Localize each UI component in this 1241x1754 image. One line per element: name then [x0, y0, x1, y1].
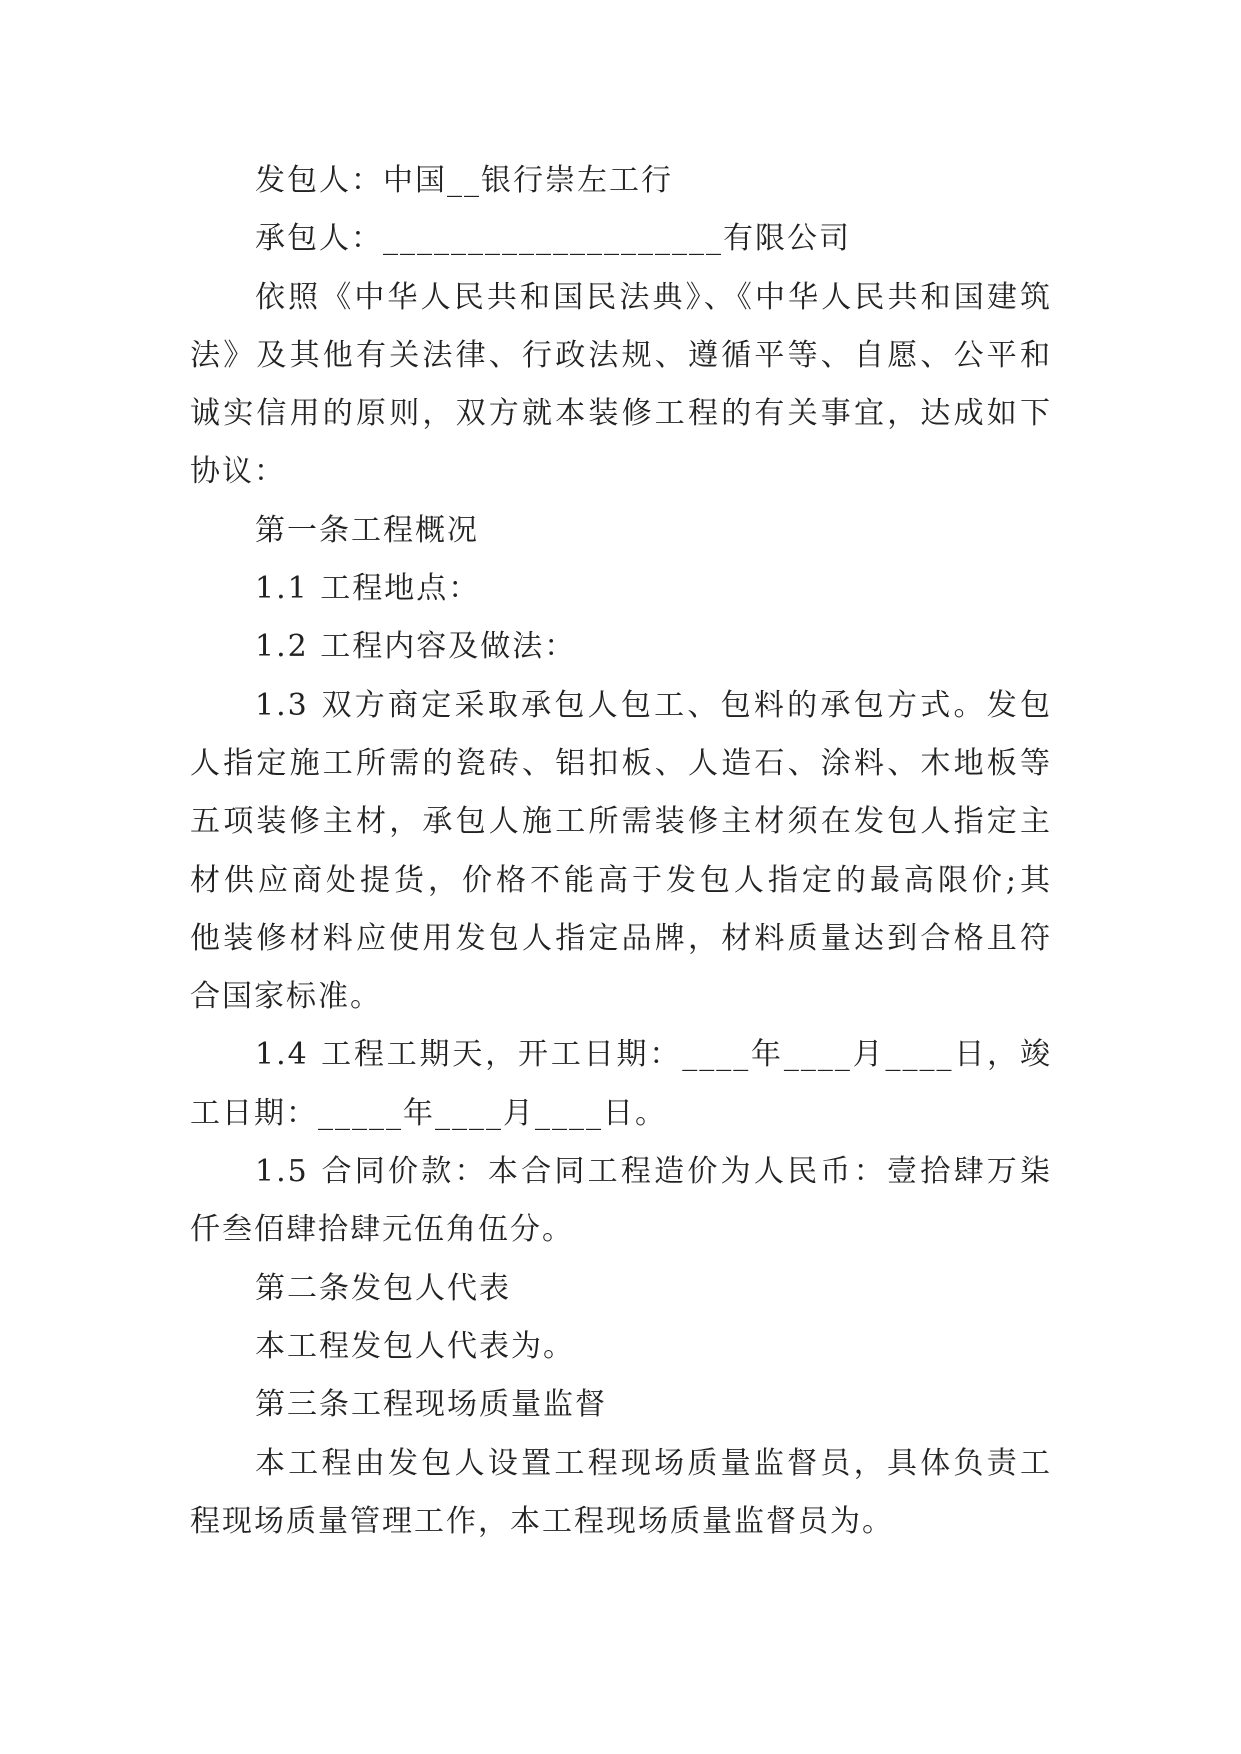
- article-3-body-line-1: 本工程由发包人设置工程现场质量监督员，具体负责工: [255, 1445, 1052, 1481]
- preamble-line-4: 协议：: [190, 454, 286, 490]
- article-1-heading: 第一条工程概况: [255, 512, 479, 548]
- article-2-body: 本工程发包人代表为。: [255, 1328, 575, 1364]
- preamble-line-3: 诚实信用的原则，双方就本装修工程的有关事宜，达成如下: [190, 396, 1052, 432]
- clause-1-5-line-2: 仟叁佰肆拾肆元伍角伍分。: [190, 1212, 574, 1248]
- clause-1-3-line-3: 五项装修主材，承包人施工所需装修主材须在发包人指定主: [190, 804, 1052, 840]
- clause-1-2: 1.2 工程内容及做法：: [255, 629, 577, 665]
- clause-1-3-line-6: 合国家标准。: [190, 979, 382, 1015]
- clause-1-1: 1.1 工程地点：: [255, 571, 481, 607]
- article-3-body-line-2: 程现场质量管理工作，本工程现场质量监督员为。: [190, 1503, 894, 1539]
- contractor-issuer-line: 发包人：中国__银行崇左工行: [255, 163, 673, 198]
- clause-1-3-line-4: 材供应商处提货，价格不能高于发包人指定的最高限价;其: [190, 862, 1052, 898]
- clause-1-5-line-1: 1.5 合同价款：本合同工程造价为人民币：壹拾肆万柒: [255, 1154, 1052, 1190]
- article-3-heading: 第三条工程现场质量监督: [255, 1387, 607, 1423]
- preamble-line-1: 依照《中华人民共和国民法典》、《中华人民共和国建筑: [255, 279, 1052, 315]
- clause-1-3-line-1: 1.3 双方商定采取承包人包工、包料的承包方式。发包: [255, 687, 1052, 723]
- clause-1-3-line-5: 他装修材料应使用发包人指定品牌，材料质量达到合格且符: [190, 920, 1052, 956]
- clause-1-4-line-1: 1.4 工程工期天，开工日期：____年____月____日，竣: [255, 1037, 1052, 1073]
- contractor-receiver-line: 承包人：____________________有限公司: [255, 221, 851, 257]
- preamble-line-2: 法》及其他有关法律、行政法规、遵循平等、自愿、公平和: [190, 337, 1052, 373]
- document-page: [190, 152, 1052, 1551]
- clause-1-4-line-2: 工日期：_____年____月____日。: [190, 1095, 667, 1131]
- article-2-heading: 第二条发包人代表: [255, 1270, 511, 1306]
- clause-1-3-line-2: 人指定施工所需的瓷砖、铝扣板、人造石、涂料、木地板等: [190, 745, 1052, 781]
